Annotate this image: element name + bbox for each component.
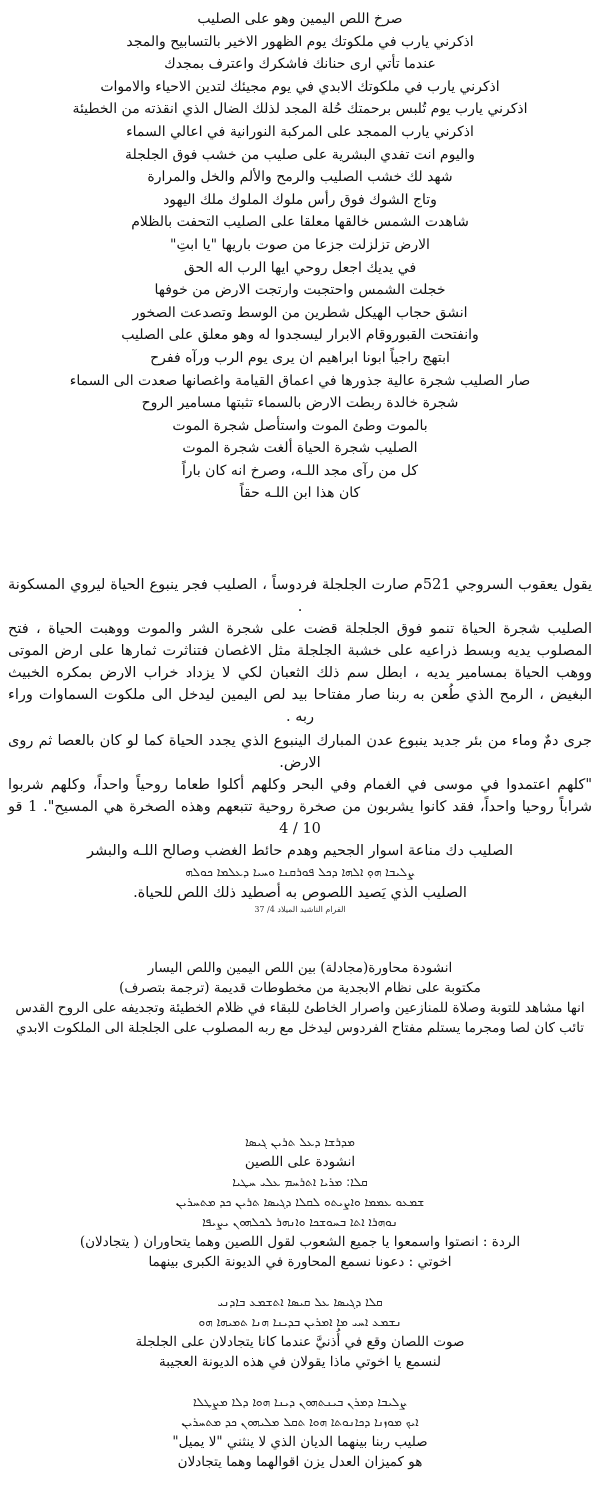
poem-line: صرخ اللص اليمين وهو على الصليب — [197, 11, 403, 27]
syriac-line: ܫܡܥܘ ܥܡܡܐ ܘܐܨܝܬܘ ܠܩܠܐ ܕܓܝܣܐ ܬܪܝܢ ܟܕ ܡܬܚܪܝܢ — [175, 1195, 425, 1209]
poem-line: خجلت الشمس واحتجبت وارتجت الارض من خوفها — [154, 282, 446, 299]
poem-line: شاهدت الشمس خالقها معلقا على الصليب التحفت بالظلام — [131, 214, 469, 231]
hymn-section — [8, 1132, 592, 1472]
cross-line: صليب ربنا بينهما الديان الذي لا ينثني "لا يميل" — [172, 1434, 428, 1450]
essay-line-5: الصليب دك مناعة اسوار الجحيم وهدم حائط الغضب وصالح اللـه والبشر — [86, 843, 514, 859]
syriac-line: ܢܫܡܥ ܐܚܝ ܡܐ ܐܡܪܝܢ ܒܕܝܢܐ ܗܢܐ ܬܡܝܗܐ ܗܘ — [198, 1315, 402, 1329]
essay-paragraph-3: جرى دمٌ وماء من بئر جديد ينبوع عدن المبارك الينبوع الذي يجدد الحياة كما لو كان بالعصا ثم روى الارض. — [8, 733, 592, 771]
dialogue-line-4: تائب كان لصا ومجرما يستلم مفتاح الفردوس ليدخل مع ربه المصلوب على الجلجلة الى الملكوت الابدي — [15, 1020, 585, 1036]
essay-section — [8, 574, 592, 916]
dialogue-title: انشودة محاورة(مجادلة) بين اللص اليمين واللص اليسار — [147, 960, 453, 976]
poem-line: واليوم انت تفدي البشرية على صليب من خشب فوق الجلجلة — [125, 146, 475, 163]
poem-line: شهد لك خشب الصليب والرمح والألم والخل والمرارة — [147, 169, 453, 186]
refrain-line: الردة : انصتوا واسمعوا يا جميع الشعوب لقول اللصين وهما يتحاوران ( يتجادلان) — [79, 1234, 521, 1250]
reference-note: الفرام الناشيد الميلاد 4/ 37 — [254, 905, 346, 914]
essay-paragraph-1: يقول يعقوب السروجي 521م صارت الجلجلة فردوساً ، الصليب فجر ينبوع الحياة ليروي المسكونة . — [8, 577, 592, 615]
syriac-hymn-title: ܡܕܪܫܐ ܕܥܠ ܬܪܝܢ ܓܝܣܐ — [245, 1135, 355, 1149]
poem-line: الارض تزلزلت جزعا من صوت باريها "يا ابتِ" — [170, 236, 430, 253]
poem-line: اذكرني يارب يوم تُلبس برحمتك حُلة المجد لذلك الضال الذي انقذته من الخطيئة — [72, 101, 528, 118]
poem-line: انشق حجاب الهيكل شطرين من الوسط وتصدعت الصخور — [132, 304, 468, 321]
syriac-line: ܨܠܝܒܐ ܕܡܪܢ ܒܝܢܬܗܘܢ ܕܝܢܐ ܗܘܐ ܕܠܐ ܡܨܛܠܐ — [193, 1395, 407, 1409]
brothers-line: اخوتي : دعونا نسمع المحاورة في الديونة الكبرى بينهما — [148, 1254, 452, 1270]
dialogue-section — [8, 958, 592, 1038]
poem-line: بالموت وطئ الموت واستأصل شجرة الموت — [172, 417, 428, 434]
syriac-line: ܩܠܐ ܕܓܝܣܐ ܥܠ ܩܝܣܐ ܐܬܫܡܥ ܒܐܕܢܝ — [217, 1295, 383, 1309]
poem-line: اذكرني يارب في ملكوتك الابدي في يوم مجيئك لتدين الاحياء والاموات — [100, 78, 500, 95]
poem-line: شجرة خالدة ربطت الارض بالسماء تثبتها مسامير الروح — [141, 395, 459, 412]
scale-line: هو كميزان العدل يزن اقوالهما وهما يتجادلان — [177, 1454, 423, 1470]
essay-line-6: الصليب الذي يَصيد اللصوص به أصطيد ذلك اللص للحياة. — [133, 885, 467, 901]
poem-line: صار الصليب شجرة عالية جذورها في اعماق القيامة واغصانها صعدت الى السماء — [69, 372, 531, 389]
syriac-line: ܨܠܝܒܐ ܗܘ̣ ܐܠܗܐ ܕܟܠ ܦܘܪܩܢܐ ܘܚܝܐ ܕܥܠܡܐ ܟܘܠܗ — [185, 865, 415, 879]
poem-line: الصليب شجرة الحياة ألغت شجرة الموت — [182, 440, 418, 457]
listen-line: لنسمع يا اخوتي ماذا يقولان في هذه الديونة العجيبة — [159, 1354, 441, 1370]
poem-line: في يديك اجعل روحي ايها الرب اله الحق — [183, 259, 417, 276]
voice-line: صوت اللصان وقع في أُذنيَّ عندما كانا يتجادلان على الجلجلة — [135, 1334, 465, 1350]
hymn-title: انشودة على اللصين — [244, 1154, 356, 1170]
syriac-line: ܐܝܟ ܡܘܙܢܐ ܕܟܐܢܘܬܐ ܗܘܐ ܬܩܠ ܡܠܝܗܘܢ ܟܕ ܡܬܚܪܝܢ — [181, 1415, 419, 1429]
syriac-line: ܢܘܗܪܐ ܐܬܐ ܒܚܘܫܟܐ ܘܐܢܗܪ ܠܟܠܗܘܢ ܝܨܝܦܐ — [202, 1215, 398, 1229]
dialogue-line-2: مكتوبة على نظام الابجدية من مخطوطات قديمة (ترجمة بتصرف) — [119, 980, 481, 996]
poem-line: ابتهج راجياً ابونا ابراهيم ان يرى يوم الرب ورآه ففرح — [150, 349, 450, 366]
poem-line: وانفتحت القبوروقام الابرار ليسجدوا له وهو معلق على الصليب — [121, 327, 479, 344]
poem-line: كل من رآى مجد اللـه، وصرخ انه كان باراً — [181, 462, 419, 479]
poem-line: عندما تأتي ارى حنانك فاشكرك واعترف بمجدك — [164, 56, 436, 73]
poem-line: وتاج الشوك فوق رأس ملوك الملوك ملك اليهود — [163, 191, 437, 208]
dialogue-line-3: انها مشاهد للتوبة وصلاة للمنازعين واصرار الخاطئ للبقاء في ظلام الخطيئة وتجديفه على الروح القدس — [15, 1000, 585, 1016]
poem — [8, 8, 592, 505]
poem-line: اذكرني يارب الممجد على المركبة النورانية في اعالي السماء — [126, 123, 474, 140]
essay-paragraph-4: "كلهم اعتمدوا في موسى في الغمام وفي البحر وكلهم أكلوا طعاما روحياً واحداً، وكلهم شربوا شراباً روحيا واحداً، فقد كانوا يشربون من صخرة روحية تتبعهم وهذه الصخرة هي المسيح". 1 قو 10 / 4 — [8, 777, 593, 837]
poem-line: كان هذا ابن اللـه حقاً — [239, 485, 361, 502]
essay-paragraph-2: الصليب شجرة الحياة تنمو فوق الجلجلة قضت على شجرة الشر والموت ووهبت الحياة ، فتح المصلوب يديه وبسط ذراعيه على خشبة الجلجلة مثل الاغصان فتناثرت ثمارها على ارض الموتى ووهب الحياة بمسامير يديه ، ابطل سم ذلك الثعبان لكي لا يزداد خراب الارض بمكره الخبيث البغيض ، الرمح الذي طُعن به ربنا صار مفتاحا بيد لص اليمين ليدخل الى ملكوت السماوات وراء ربه . — [8, 621, 592, 725]
poem-line: اذكرني يارب في ملكوتك يوم الظهور الاخير بالتسابيح والمجد — [126, 33, 474, 50]
syriac-line: ܩܠܐ: ܡܪܝܐ ܐܬܪܚܡ ܥܠܝ ܚܛܝܐ — [232, 1175, 368, 1189]
